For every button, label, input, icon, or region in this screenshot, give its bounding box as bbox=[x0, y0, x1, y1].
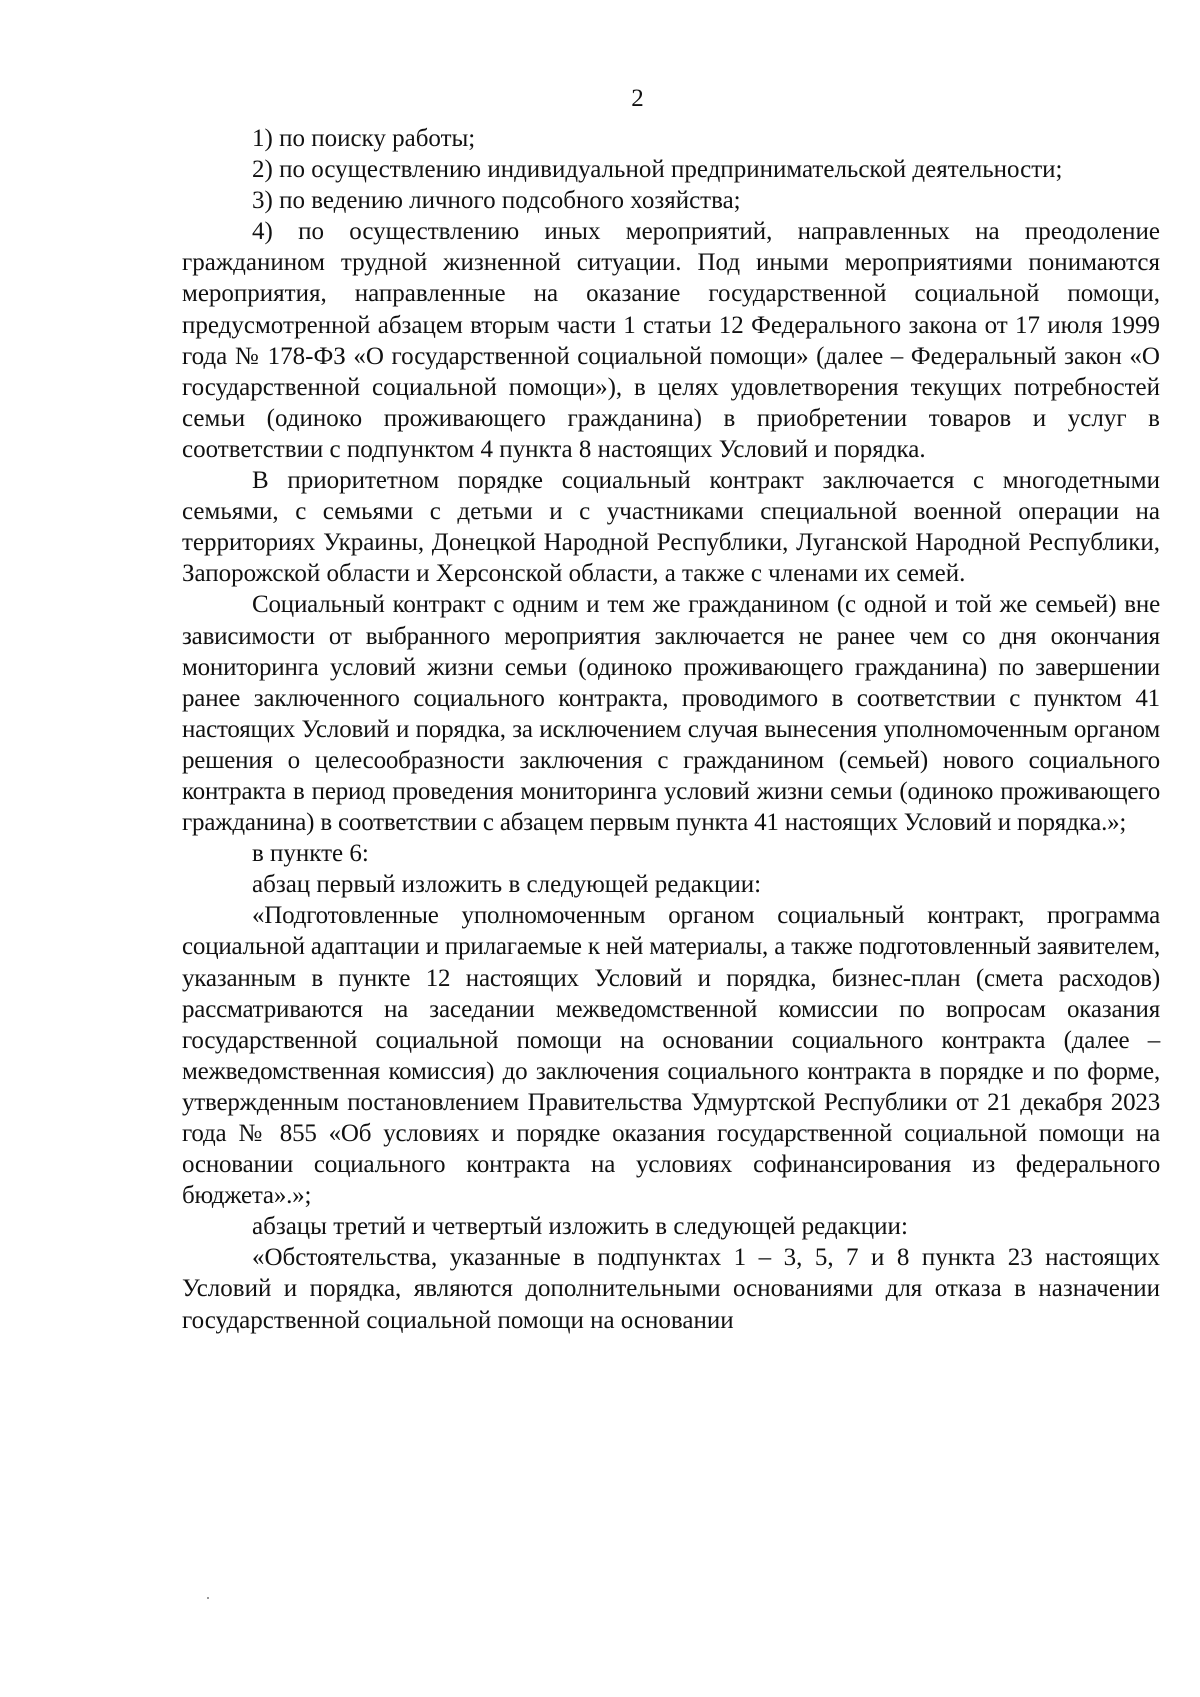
document-body bbox=[182, 123, 1160, 1336]
scan-artifact bbox=[207, 1597, 209, 1599]
list-item-other-measures: 4) по осуществлению иных мероприятий, направленных на преодоление гражданином трудной жизненной ситуации. Под иными мероприятиями понимаются мероприятия, направленные на оказание государственной социальной помощи, предусмотренной абзацем вторым части 1 статьи 12 Федерального закона от 17 июля 1999 года № 178-ФЗ «О государственной социальной помощи» (далее – Федеральный закон «О государственной социальной помощи»), в целях удовлетворения текущих потребностей семьи (одиноко проживающего гражданина) в приобретении товаров и услуг в соответствии с подпунктом 4 пункта 8 настоящих Условий и порядка. bbox=[182, 218, 1160, 463]
paragraph-commission-review: «Подготовленные уполномоченным органом социальный контракт, программа социальной адаптации и прилагаемые к ней материалы, а также подготовленный заявителем, указанным в пункте 12 настоящих Условий и порядка, бизнес-план (смета расходов) рассматриваются на заседании межведомственной комиссии по вопросам оказания государственной социальной помощи на основании социального контракта (далее – межведомственная комиссия) до заключения социального контракта в порядке и по форме, утвержденным постановлением Правительства Удмуртской Республики от 21 декабря 2023 года № 855 «Об условиях и порядке оказания государственной социальной помощи на основании социального контракта на условиях софинансирования из федерального бюджета».»; bbox=[182, 902, 1160, 1210]
paragraph-repeat-contract: Социальный контракт с одним и тем же гражданином (с одной и той же семьей) вне зависимости от выбранного мероприятия заключается не ранее чем со дня окончания мониторинга условий жизни семьи (одиноко проживающего гражданина) по завершении ранее заключенного социального контракта, проводимого в соответствии с пунктом 41 настоящих Условий и порядка, за исключением случая вынесения уполномоченным органом решения о целесообразности заключения с гражданином (семьей) нового социального контракта в период проведения мониторинга условий жизни семьи (одиноко проживающего гражданина) в соответствии с абзацем первым пункта 41 настоящих Условий и порядка.»; bbox=[182, 591, 1160, 837]
list-item-job-search: 1) по поиску работы; bbox=[252, 125, 476, 152]
list-item-entrepreneurship: 2) по осуществлению индивидуальной предпринимательской деятельности; bbox=[252, 156, 1063, 184]
list-item-household-farming: 3) по ведению личного подсобного хозяйства; bbox=[252, 187, 741, 215]
paragraph-third-fourth: абзацы третий и четвертый изложить в следующей редакции: bbox=[252, 1213, 908, 1241]
paragraph-priority-order: В приоритетном порядке социальный контракт заключается с многодетными семьями, с семьями с детьми и с участниками специальной военной операции на территориях Украины, Донецкой Народной Республики, Луганской Народной Республики, Запорожской области и Херсонской области, а также с членами их семей. bbox=[182, 467, 1160, 588]
page-number: 2 bbox=[631, 85, 644, 112]
paragraph-first-subclause: абзац первый изложить в следующей редакции: bbox=[252, 871, 762, 899]
paragraph-circumstances: «Обстоятельства, указанные в подпунктах 1 – 3, 5, 7 и 8 пункта 23 настоящих Условий и порядка, являются дополнительными основаниями для отказа в назначении государственной социальной помощи на основании bbox=[182, 1244, 1160, 1334]
paragraph-clause-6: в пункте 6: bbox=[252, 840, 369, 868]
